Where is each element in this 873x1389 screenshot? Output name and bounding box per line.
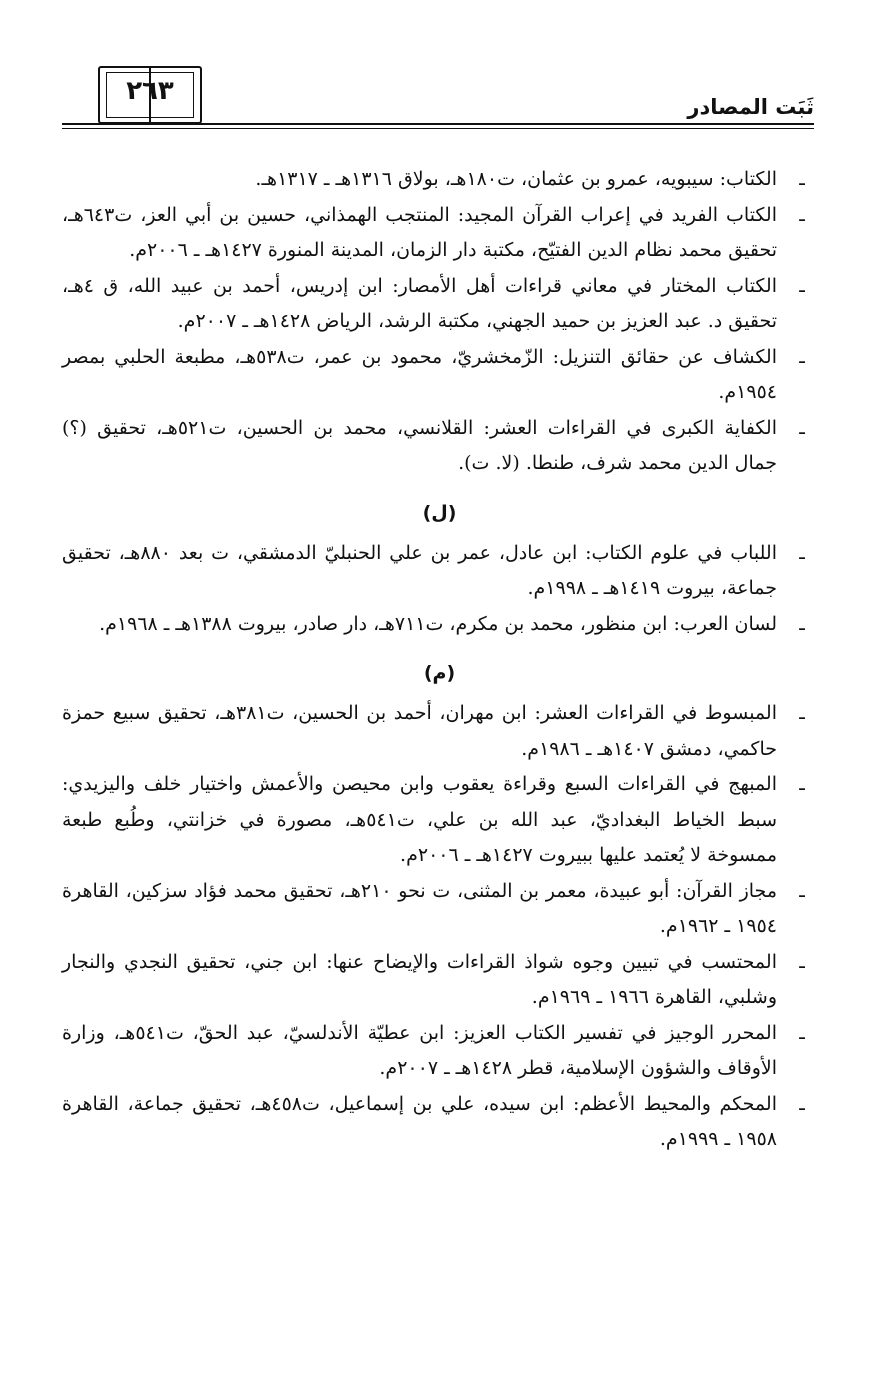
entry-bullet: ـ: [799, 1021, 805, 1044]
entry-text: المبهج في القراءات السبع وقراءة يعقوب وابن محيصن والأعمش واختيار خلف واليزيدي: سبط الخياط البغداديّ، عبد الله بن علي، ت٥٤١هـ، مصورة في خزانتي، وطُبع طبعة ممسوخة لا يُعتمد عليها ببيروت ١٤٢٧هـ ـ ٢٠٠٦م.: [62, 773, 777, 866]
header-rule-thin: [62, 128, 814, 129]
section-heading: (ل): [422, 501, 457, 524]
entry-bullet: ـ: [799, 612, 805, 635]
entry-bullet: ـ: [799, 702, 805, 724]
page-number: ٢٦٣: [126, 76, 174, 106]
bibliography-entry: [62, 607, 817, 643]
page-header: [62, 62, 814, 132]
section-heading: (م): [423, 662, 456, 684]
entry-text: لسان العرب: ابن منظور، محمد بن مكرم، ت٧١١هـ، دار صادر، بيروت ١٣٨٨هـ ـ ١٩٦٨م.: [99, 612, 777, 635]
entry-text: اللباب في علوم الكتاب: ابن عادل، عمر بن علي الحنبليّ الدمشقي، ت بعد ٨٨٠هـ، تحقيق جماعة، بيروت ١٤١٩هـ ـ ١٩٩٨م.: [62, 541, 777, 599]
bibliography-entry: [62, 340, 817, 411]
entry-text: المحكم والمحيط الأعظم: ابن سيده، علي بن إسماعيل، ت٤٥٨هـ، تحقيق جماعة، القاهرة ١٩٥٨ ـ ١٩٩٩م.: [62, 1092, 777, 1150]
bibliography-entry: [62, 1016, 817, 1087]
entry-bullet: ـ: [799, 168, 805, 190]
entry-bullet: ـ: [799, 541, 805, 564]
bibliography-entry: [62, 198, 817, 269]
entry-bullet: ـ: [799, 1092, 805, 1115]
open-book-icon: [98, 66, 202, 124]
entry-text: المحرر الوجيز في تفسير الكتاب العزيز: ابن عطيّة الأندلسيّ، عبد الحقّ، ت٥٤١هـ، وزارة الأوقاف والشؤون الإسلامية، قطر ١٤٢٨هـ ـ ٢٠٠٧م.: [62, 1021, 777, 1079]
entry-text: المبسوط في القراءات العشر: ابن مهران، أحمد بن الحسين، ت٣٨١هـ، تحقيق سبيع حمزة حاكمي، دمشق ١٤٠٧هـ ـ ١٩٨٦م.: [62, 702, 777, 760]
entry-text: مجاز القرآن: أبو عبيدة، معمر بن المثنى، ت نحو ٢١٠هـ، تحقيق محمد فؤاد سزكين، القاهرة ١٩٥٤ ـ ١٩٦٢م.: [62, 879, 777, 937]
bibliography-entry: [62, 162, 817, 198]
entry-text: الكفاية الكبرى في القراءات العشر: القلانسي، محمد بن الحسين، ت٥٢١هـ، تحقيق (؟) جمال الدين محمد شرف، طنطا. (لا. ت).: [62, 416, 777, 474]
entry-bullet: ـ: [799, 879, 805, 902]
entry-text: الكتاب المختار في معاني قراءات أهل الأمصار: ابن إدريس، أحمد بن عبيد الله، ق ٤هـ، تحقيق د. عبد العزيز بن حميد الجهني، مكتبة الرشد، الرياض ١٤٢٨هـ ـ ٢٠٠٧م.: [62, 274, 777, 332]
entry-bullet: ـ: [799, 416, 805, 439]
bibliography-entry: [62, 874, 817, 945]
bibliography-entry: [62, 696, 817, 767]
entry-text: الكتاب: سيبويه، عمرو بن عثمان، ت١٨٠هـ، بولاق ١٣١٦هـ ـ ١٣١٧هـ.: [255, 168, 777, 190]
entry-text: المحتسب في تبيين وجوه شواذ القراءات والإيضاح عنها: ابن جني، تحقيق النجدي والنجار وشلبي، القاهرة ١٩٦٦ ـ ١٩٦٩م.: [62, 950, 777, 1008]
entry-bullet: ـ: [799, 203, 805, 226]
bibliography-list: [62, 162, 817, 1158]
entry-bullet: ـ: [799, 274, 805, 297]
bibliography-entry: [62, 945, 817, 1016]
bibliography-entry: [62, 1087, 817, 1158]
entry-bullet: ـ: [799, 950, 805, 973]
entry-bullet: ـ: [799, 345, 805, 368]
bibliography-entry: [62, 411, 817, 482]
entry-text: الكتاب الفريد في إعراب القرآن المجيد: المنتجب الهمذاني، حسين بن أبي العز، ت٦٤٣هـ، تحقيق محمد نظام الدين الفتيّح، مكتبة دار الزمان، المدينة المنورة ١٤٢٧هـ ـ ٢٠٠٦م.: [62, 203, 777, 261]
entry-bullet: ـ: [799, 773, 805, 795]
bibliography-entry: [62, 536, 817, 607]
page-title: ثَبَت المصادر: [687, 95, 814, 119]
bibliography-entry: [62, 767, 817, 874]
bibliography-entry: [62, 269, 817, 340]
entry-text: الكشاف عن حقائق التنزيل: الزّمخشريّ، محمود بن عمر، ت٥٣٨هـ، مطبعة الحلبي بمصر ١٩٥٤م.: [62, 345, 777, 403]
header-rule-thick: [62, 123, 814, 125]
